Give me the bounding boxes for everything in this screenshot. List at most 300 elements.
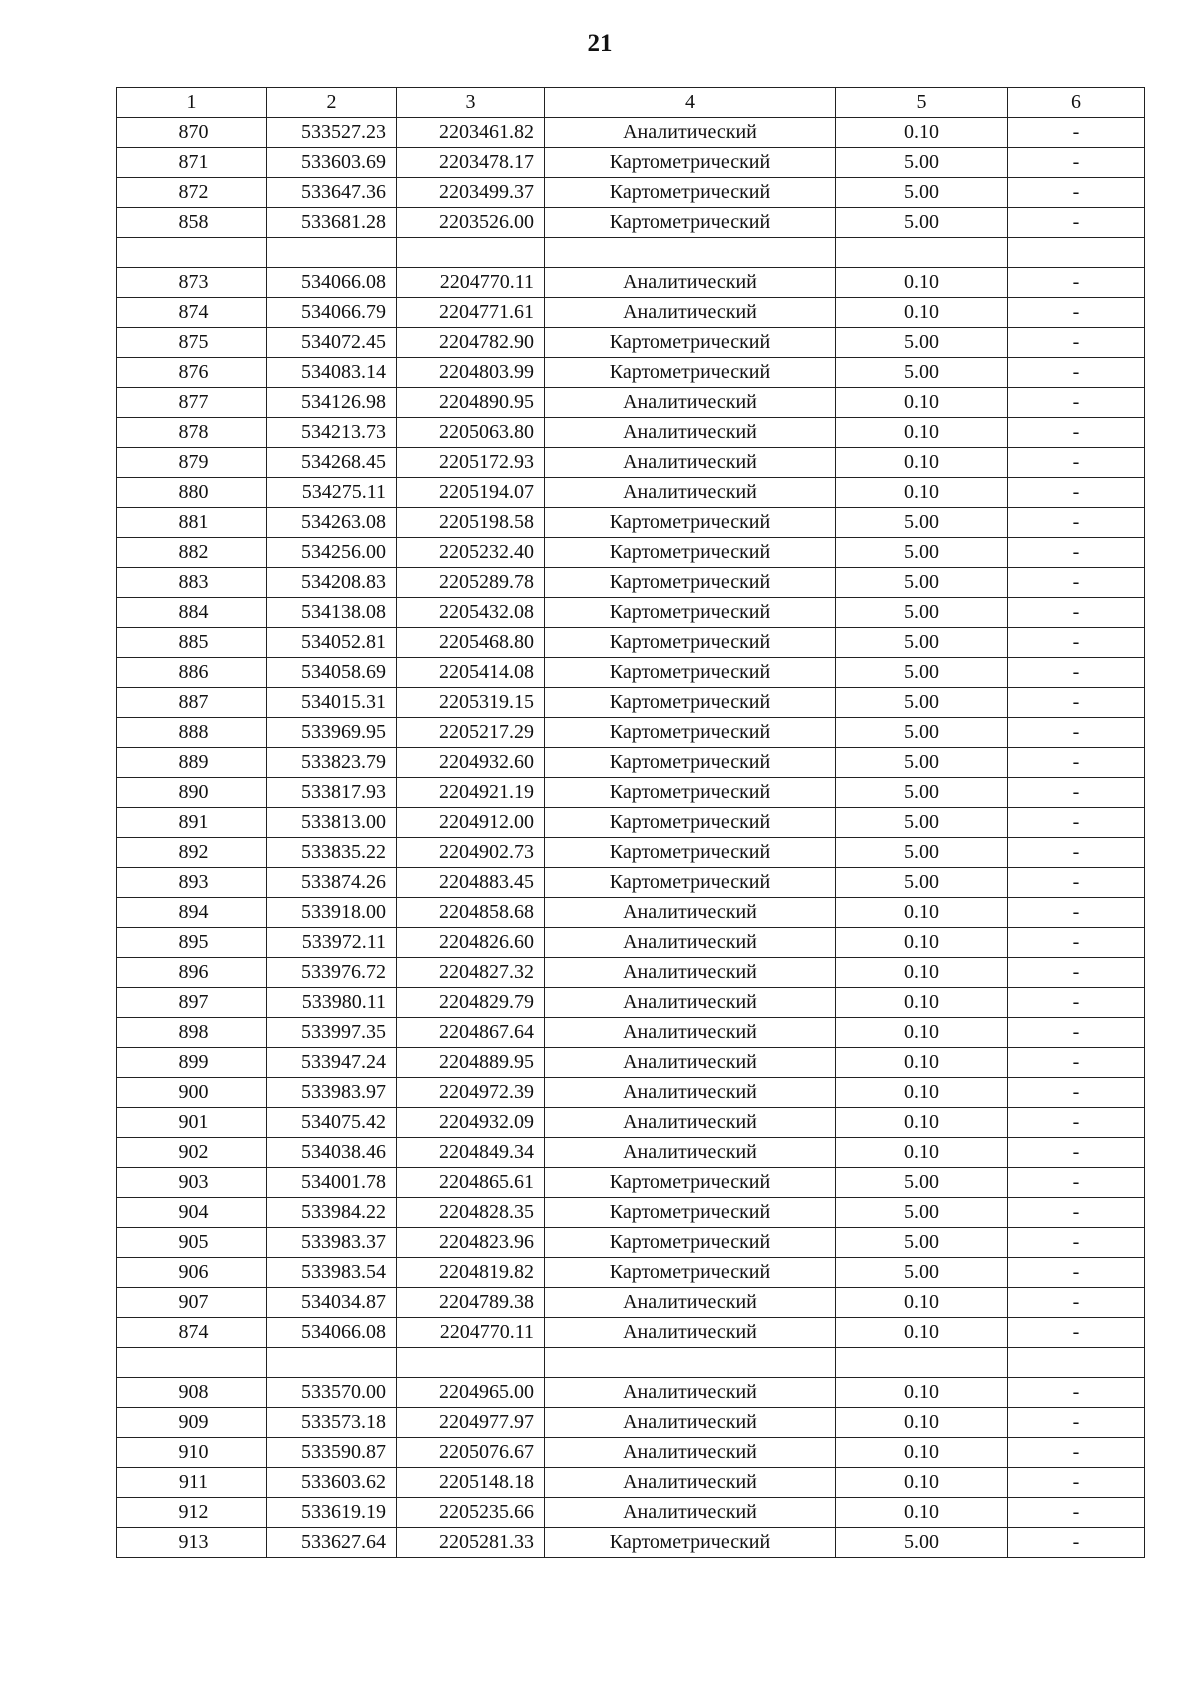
table-body (117, 88, 1145, 1558)
accuracy-cell: 0.10 (836, 388, 1008, 418)
point-number-cell: 909 (117, 1408, 267, 1438)
note-cell (1008, 1348, 1145, 1378)
x-coordinate-cell: 533947.24 (267, 1048, 397, 1078)
table-row (117, 1048, 1145, 1078)
point-number-cell: 895 (117, 928, 267, 958)
table-row (117, 238, 1145, 268)
point-number-cell (117, 238, 267, 268)
table-row (117, 988, 1145, 1018)
method-cell: Аналитический (545, 1318, 836, 1348)
point-number-cell: 883 (117, 568, 267, 598)
table-row (117, 1108, 1145, 1138)
note-cell: - (1008, 1318, 1145, 1348)
y-coordinate-cell: 2204890.95 (397, 388, 545, 418)
x-coordinate-cell: 533972.11 (267, 928, 397, 958)
accuracy-cell: 0.10 (836, 478, 1008, 508)
point-number-cell: 874 (117, 1318, 267, 1348)
x-coordinate-cell: 534126.98 (267, 388, 397, 418)
table-row (117, 568, 1145, 598)
method-cell (545, 1348, 836, 1378)
note-cell: - (1008, 628, 1145, 658)
note-cell: - (1008, 778, 1145, 808)
note-cell: - (1008, 448, 1145, 478)
table-row (117, 418, 1145, 448)
table-row (117, 118, 1145, 148)
header-cell-4: 4 (545, 88, 836, 118)
x-coordinate-cell: 533969.95 (267, 718, 397, 748)
method-cell: Картометрический (545, 808, 836, 838)
x-coordinate-cell: 534066.08 (267, 268, 397, 298)
accuracy-cell: 5.00 (836, 718, 1008, 748)
table-row (117, 1078, 1145, 1108)
x-coordinate-cell: 533984.22 (267, 1198, 397, 1228)
y-coordinate-cell: 2205194.07 (397, 478, 545, 508)
table-row (117, 1408, 1145, 1438)
point-number-cell: 881 (117, 508, 267, 538)
x-coordinate-cell: 534066.79 (267, 298, 397, 328)
accuracy-cell: 5.00 (836, 508, 1008, 538)
y-coordinate-cell: 2204865.61 (397, 1168, 545, 1198)
x-coordinate-cell: 533603.69 (267, 148, 397, 178)
point-number-cell: 912 (117, 1498, 267, 1528)
x-coordinate-cell: 533823.79 (267, 748, 397, 778)
note-cell: - (1008, 1468, 1145, 1498)
accuracy-cell: 0.10 (836, 1048, 1008, 1078)
x-coordinate-cell: 533997.35 (267, 1018, 397, 1048)
accuracy-cell: 5.00 (836, 868, 1008, 898)
table-row (117, 748, 1145, 778)
y-coordinate-cell: 2204849.34 (397, 1138, 545, 1168)
y-coordinate-cell: 2204858.68 (397, 898, 545, 928)
table-row (117, 1528, 1145, 1558)
table-row (117, 1198, 1145, 1228)
point-number-cell (117, 1348, 267, 1378)
table-row (117, 658, 1145, 688)
note-cell: - (1008, 1198, 1145, 1228)
x-coordinate-cell: 533570.00 (267, 1378, 397, 1408)
method-cell: Картометрический (545, 178, 836, 208)
accuracy-cell: 0.10 (836, 1378, 1008, 1408)
point-number-cell: 872 (117, 178, 267, 208)
method-cell: Картометрический (545, 208, 836, 238)
y-coordinate-cell: 2205148.18 (397, 1468, 545, 1498)
accuracy-cell: 5.00 (836, 748, 1008, 778)
x-coordinate-cell: 534268.45 (267, 448, 397, 478)
x-coordinate-cell: 534083.14 (267, 358, 397, 388)
table-row (117, 868, 1145, 898)
y-coordinate-cell (397, 238, 545, 268)
note-cell: - (1008, 268, 1145, 298)
point-number-cell: 891 (117, 808, 267, 838)
accuracy-cell: 0.10 (836, 1108, 1008, 1138)
accuracy-cell: 5.00 (836, 658, 1008, 688)
accuracy-cell: 0.10 (836, 118, 1008, 148)
y-coordinate-cell: 2205198.58 (397, 508, 545, 538)
x-coordinate-cell: 534208.83 (267, 568, 397, 598)
method-cell: Картометрический (545, 748, 836, 778)
method-cell: Картометрический (545, 838, 836, 868)
x-coordinate-cell: 534058.69 (267, 658, 397, 688)
table-row (117, 598, 1145, 628)
method-cell: Аналитический (545, 118, 836, 148)
method-cell: Аналитический (545, 898, 836, 928)
method-cell: Аналитический (545, 298, 836, 328)
x-coordinate-cell: 534138.08 (267, 598, 397, 628)
y-coordinate-cell: 2204867.64 (397, 1018, 545, 1048)
table-row (117, 1018, 1145, 1048)
point-number-cell: 894 (117, 898, 267, 928)
note-cell: - (1008, 1108, 1145, 1138)
method-cell: Аналитический (545, 958, 836, 988)
y-coordinate-cell: 2205281.33 (397, 1528, 545, 1558)
method-cell: Аналитический (545, 988, 836, 1018)
y-coordinate-cell: 2205235.66 (397, 1498, 545, 1528)
note-cell: - (1008, 1228, 1145, 1258)
y-coordinate-cell: 2203461.82 (397, 118, 545, 148)
y-coordinate-cell: 2204921.19 (397, 778, 545, 808)
note-cell: - (1008, 388, 1145, 418)
point-number-cell: 902 (117, 1138, 267, 1168)
accuracy-cell: 5.00 (836, 358, 1008, 388)
y-coordinate-cell: 2204902.73 (397, 838, 545, 868)
accuracy-cell: 5.00 (836, 778, 1008, 808)
y-coordinate-cell: 2204770.11 (397, 268, 545, 298)
accuracy-cell: 5.00 (836, 568, 1008, 598)
y-coordinate-cell: 2204789.38 (397, 1288, 545, 1318)
y-coordinate-cell (397, 1348, 545, 1378)
point-number-cell: 873 (117, 268, 267, 298)
header-row (117, 88, 1145, 118)
note-cell: - (1008, 1078, 1145, 1108)
note-cell: - (1008, 1378, 1145, 1408)
header-cell-6: 6 (1008, 88, 1145, 118)
note-cell: - (1008, 1168, 1145, 1198)
x-coordinate-cell: 534066.08 (267, 1318, 397, 1348)
table-row (117, 148, 1145, 178)
point-number-cell: 911 (117, 1468, 267, 1498)
method-cell: Картометрический (545, 868, 836, 898)
table-row (117, 388, 1145, 418)
point-number-cell: 897 (117, 988, 267, 1018)
note-cell: - (1008, 1138, 1145, 1168)
table-row (117, 1468, 1145, 1498)
point-number-cell: 885 (117, 628, 267, 658)
note-cell: - (1008, 748, 1145, 778)
table-row (117, 208, 1145, 238)
table-row (117, 778, 1145, 808)
note-cell: - (1008, 598, 1145, 628)
point-number-cell: 903 (117, 1168, 267, 1198)
method-cell: Картометрический (545, 538, 836, 568)
y-coordinate-cell: 2204912.00 (397, 808, 545, 838)
method-cell: Аналитический (545, 928, 836, 958)
header-cell-1: 1 (117, 88, 267, 118)
accuracy-cell: 5.00 (836, 1258, 1008, 1288)
accuracy-cell: 5.00 (836, 688, 1008, 718)
x-coordinate-cell: 534052.81 (267, 628, 397, 658)
method-cell: Аналитический (545, 1498, 836, 1528)
y-coordinate-cell: 2204770.11 (397, 1318, 545, 1348)
note-cell: - (1008, 118, 1145, 148)
point-number-cell: 877 (117, 388, 267, 418)
point-number-cell: 896 (117, 958, 267, 988)
x-coordinate-cell (267, 1348, 397, 1378)
table-row (117, 448, 1145, 478)
accuracy-cell: 5.00 (836, 838, 1008, 868)
accuracy-cell: 0.10 (836, 988, 1008, 1018)
point-number-cell: 898 (117, 1018, 267, 1048)
x-coordinate-cell: 533976.72 (267, 958, 397, 988)
y-coordinate-cell: 2204889.95 (397, 1048, 545, 1078)
table-row (117, 358, 1145, 388)
accuracy-cell: 0.10 (836, 1288, 1008, 1318)
y-coordinate-cell: 2204932.60 (397, 748, 545, 778)
note-cell: - (1008, 868, 1145, 898)
method-cell: Аналитический (545, 1408, 836, 1438)
accuracy-cell: 5.00 (836, 628, 1008, 658)
accuracy-cell: 0.10 (836, 1408, 1008, 1438)
y-coordinate-cell: 2203499.37 (397, 178, 545, 208)
method-cell: Аналитический (545, 1138, 836, 1168)
note-cell: - (1008, 718, 1145, 748)
accuracy-cell (836, 238, 1008, 268)
point-number-cell: 889 (117, 748, 267, 778)
method-cell: Картометрический (545, 1228, 836, 1258)
x-coordinate-cell: 533619.19 (267, 1498, 397, 1528)
x-coordinate-cell: 534072.45 (267, 328, 397, 358)
point-number-cell: 874 (117, 298, 267, 328)
point-number-cell: 893 (117, 868, 267, 898)
point-number-cell: 882 (117, 538, 267, 568)
note-cell: - (1008, 298, 1145, 328)
note-cell: - (1008, 808, 1145, 838)
method-cell: Аналитический (545, 1078, 836, 1108)
y-coordinate-cell: 2204977.97 (397, 1408, 545, 1438)
x-coordinate-cell: 533813.00 (267, 808, 397, 838)
note-cell: - (1008, 838, 1145, 868)
accuracy-cell: 0.10 (836, 958, 1008, 988)
point-number-cell: 905 (117, 1228, 267, 1258)
point-number-cell: 880 (117, 478, 267, 508)
note-cell: - (1008, 178, 1145, 208)
method-cell: Картометрический (545, 358, 836, 388)
table-row (117, 898, 1145, 928)
table-row (117, 478, 1145, 508)
method-cell: Аналитический (545, 1048, 836, 1078)
note-cell: - (1008, 478, 1145, 508)
y-coordinate-cell: 2204972.39 (397, 1078, 545, 1108)
y-coordinate-cell: 2205232.40 (397, 538, 545, 568)
y-coordinate-cell: 2204932.09 (397, 1108, 545, 1138)
table-row (117, 808, 1145, 838)
point-number-cell: 887 (117, 688, 267, 718)
table-row (117, 628, 1145, 658)
note-cell: - (1008, 418, 1145, 448)
y-coordinate-cell: 2204771.61 (397, 298, 545, 328)
accuracy-cell: 0.10 (836, 448, 1008, 478)
note-cell: - (1008, 1288, 1145, 1318)
accuracy-cell: 0.10 (836, 898, 1008, 928)
note-cell: - (1008, 1018, 1145, 1048)
table-row (117, 268, 1145, 298)
x-coordinate-cell: 534015.31 (267, 688, 397, 718)
x-coordinate-cell: 533817.93 (267, 778, 397, 808)
method-cell: Картометрический (545, 1198, 836, 1228)
method-cell: Картометрический (545, 628, 836, 658)
note-cell: - (1008, 208, 1145, 238)
y-coordinate-cell: 2204828.35 (397, 1198, 545, 1228)
point-number-cell: 884 (117, 598, 267, 628)
method-cell: Аналитический (545, 418, 836, 448)
table-row (117, 1498, 1145, 1528)
note-cell: - (1008, 568, 1145, 598)
method-cell: Картометрический (545, 1258, 836, 1288)
point-number-cell: 858 (117, 208, 267, 238)
accuracy-cell: 0.10 (836, 298, 1008, 328)
accuracy-cell: 5.00 (836, 178, 1008, 208)
note-cell: - (1008, 1408, 1145, 1438)
point-number-cell: 899 (117, 1048, 267, 1078)
accuracy-cell: 0.10 (836, 268, 1008, 298)
x-coordinate-cell: 533590.87 (267, 1438, 397, 1468)
y-coordinate-cell: 2205217.29 (397, 718, 545, 748)
x-coordinate-cell: 533980.11 (267, 988, 397, 1018)
y-coordinate-cell: 2204965.00 (397, 1378, 545, 1408)
accuracy-cell (836, 1348, 1008, 1378)
table-row (117, 1168, 1145, 1198)
note-cell: - (1008, 958, 1145, 988)
point-number-cell: 904 (117, 1198, 267, 1228)
table-row (117, 1228, 1145, 1258)
header-cell-5: 5 (836, 88, 1008, 118)
method-cell: Аналитический (545, 1018, 836, 1048)
x-coordinate-cell: 533874.26 (267, 868, 397, 898)
x-coordinate-cell: 534075.42 (267, 1108, 397, 1138)
accuracy-cell: 5.00 (836, 1168, 1008, 1198)
accuracy-cell: 0.10 (836, 1318, 1008, 1348)
method-cell: Картометрический (545, 148, 836, 178)
note-cell: - (1008, 358, 1145, 388)
table-row (117, 1258, 1145, 1288)
y-coordinate-cell: 2204819.82 (397, 1258, 545, 1288)
table-row (117, 538, 1145, 568)
x-coordinate-cell: 533573.18 (267, 1408, 397, 1438)
method-cell: Картометрический (545, 568, 836, 598)
accuracy-cell: 5.00 (836, 1198, 1008, 1228)
table-row (117, 1138, 1145, 1168)
accuracy-cell: 0.10 (836, 928, 1008, 958)
table-row (117, 298, 1145, 328)
note-cell: - (1008, 898, 1145, 928)
method-cell: Аналитический (545, 448, 836, 478)
table-row (117, 688, 1145, 718)
x-coordinate-cell: 533627.64 (267, 1528, 397, 1558)
note-cell: - (1008, 658, 1145, 688)
note-cell: - (1008, 988, 1145, 1018)
x-coordinate-cell: 533603.62 (267, 1468, 397, 1498)
y-coordinate-cell: 2204803.99 (397, 358, 545, 388)
y-coordinate-cell: 2205172.93 (397, 448, 545, 478)
y-coordinate-cell: 2205414.08 (397, 658, 545, 688)
accuracy-cell: 0.10 (836, 1078, 1008, 1108)
table-row (117, 178, 1145, 208)
table-row (117, 928, 1145, 958)
y-coordinate-cell: 2204829.79 (397, 988, 545, 1018)
accuracy-cell: 5.00 (836, 148, 1008, 178)
x-coordinate-cell: 534263.08 (267, 508, 397, 538)
accuracy-cell: 5.00 (836, 1528, 1008, 1558)
point-number-cell: 892 (117, 838, 267, 868)
accuracy-cell: 0.10 (836, 1498, 1008, 1528)
note-cell: - (1008, 148, 1145, 178)
header-cell-3: 3 (397, 88, 545, 118)
note-cell: - (1008, 508, 1145, 538)
note-cell: - (1008, 1498, 1145, 1528)
x-coordinate-cell: 533983.37 (267, 1228, 397, 1258)
x-coordinate-cell: 533681.28 (267, 208, 397, 238)
table-row (117, 1438, 1145, 1468)
point-number-cell: 890 (117, 778, 267, 808)
method-cell: Картометрический (545, 508, 836, 538)
method-cell: Картометрический (545, 658, 836, 688)
x-coordinate-cell: 534038.46 (267, 1138, 397, 1168)
accuracy-cell: 5.00 (836, 328, 1008, 358)
y-coordinate-cell: 2205063.80 (397, 418, 545, 448)
point-number-cell: 876 (117, 358, 267, 388)
y-coordinate-cell: 2205468.80 (397, 628, 545, 658)
method-cell: Аналитический (545, 1378, 836, 1408)
accuracy-cell: 0.10 (836, 1018, 1008, 1048)
point-number-cell: 900 (117, 1078, 267, 1108)
method-cell: Картометрический (545, 598, 836, 628)
note-cell: - (1008, 538, 1145, 568)
y-coordinate-cell: 2204823.96 (397, 1228, 545, 1258)
table-row (117, 508, 1145, 538)
point-number-cell: 875 (117, 328, 267, 358)
method-cell: Картометрический (545, 688, 836, 718)
x-coordinate-cell: 534213.73 (267, 418, 397, 448)
table-row (117, 1288, 1145, 1318)
coordinates-table (116, 87, 1145, 1558)
method-cell: Аналитический (545, 1438, 836, 1468)
table-row (117, 718, 1145, 748)
x-coordinate-cell (267, 238, 397, 268)
point-number-cell: 886 (117, 658, 267, 688)
note-cell (1008, 238, 1145, 268)
note-cell: - (1008, 1048, 1145, 1078)
header-cell-2: 2 (267, 88, 397, 118)
table-row (117, 1318, 1145, 1348)
table-row (117, 328, 1145, 358)
y-coordinate-cell: 2204827.32 (397, 958, 545, 988)
note-cell: - (1008, 328, 1145, 358)
y-coordinate-cell: 2204826.60 (397, 928, 545, 958)
accuracy-cell: 5.00 (836, 598, 1008, 628)
point-number-cell: 871 (117, 148, 267, 178)
method-cell: Картометрический (545, 328, 836, 358)
accuracy-cell: 0.10 (836, 1468, 1008, 1498)
y-coordinate-cell: 2205432.08 (397, 598, 545, 628)
method-cell: Картометрический (545, 1168, 836, 1198)
x-coordinate-cell: 533527.23 (267, 118, 397, 148)
table-row (117, 958, 1145, 988)
note-cell: - (1008, 1528, 1145, 1558)
accuracy-cell: 0.10 (836, 1138, 1008, 1168)
table-row (117, 1378, 1145, 1408)
table-row (117, 838, 1145, 868)
accuracy-cell: 5.00 (836, 808, 1008, 838)
x-coordinate-cell: 533835.22 (267, 838, 397, 868)
